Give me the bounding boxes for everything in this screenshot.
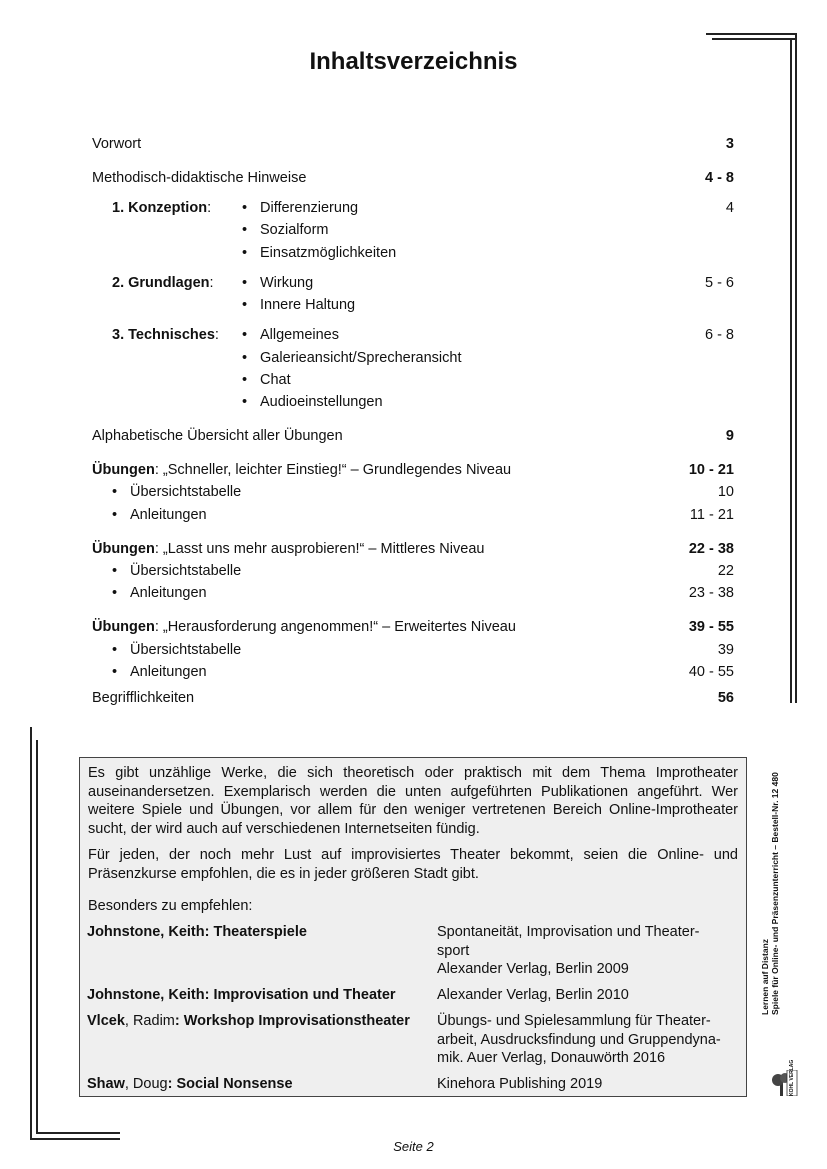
toc-page: 4 [725, 200, 734, 216]
toc-bullet: • Sozialform [242, 220, 329, 240]
publisher-name: KOHL VERLAG [789, 1059, 795, 1096]
toc-subhead-technisches: 3. Technisches: [112, 327, 219, 343]
corner-line-bottom-h2 [36, 1132, 120, 1134]
corner-line-top-h2 [712, 38, 796, 40]
toc-entry-alphabetisch [92, 426, 734, 446]
toc-entry-begriffe [92, 688, 734, 708]
toc-bullet: • Einsatzmöglichkeiten [242, 243, 396, 263]
book-author: Johnstone, Keith: Theaterspiele [87, 924, 307, 940]
toc-bullet: • Audioeinstellungen [242, 392, 383, 412]
book-author: Johnstone, Keith: Improvisation und Theater [87, 987, 396, 1003]
toc-label: : „Schneller, leichter Einstieg!“ – Grundlegendes Niveau [154, 462, 512, 478]
toc-entry-hinweise [92, 168, 734, 188]
toc-page: 11 - 21 [689, 507, 734, 523]
toc-page: 6 - 8 [704, 327, 734, 343]
corner-line-top-v2 [790, 38, 792, 703]
toc-label: : „Lasst uns mehr ausprobieren!“ – Mittleres Niveau [154, 541, 485, 557]
toc-entry-uebungen-3 [92, 617, 734, 637]
page-title: Inhaltsverzeichnis [309, 48, 518, 75]
toc-sub-item: • Anleitungen [112, 583, 207, 603]
toc-label: Methodisch-didaktische Hinweise [92, 170, 307, 186]
toc-label: Vorwort [92, 136, 142, 152]
toc-bullet: • Galerieansicht/Sprecheransicht [242, 348, 462, 368]
toc-label-bold: Übungen [92, 462, 155, 478]
toc-sub-item: • Anleitungen [112, 662, 207, 682]
book-desc: Kinehora Publishing 2019 [437, 1076, 603, 1092]
toc-sub-item: • Übersichtstabelle [112, 482, 241, 502]
corner-line-bottom-v1 [30, 727, 32, 1139]
box-paragraph-2: Für jeden, der noch mehr Lust auf improvisiertes Theater bekommt, seien die Online- und Präsenzkurse empfohlen, die es in jeder größeren Stadt gibt. [88, 847, 738, 882]
toc-bullet: • Allgemeines [242, 325, 339, 345]
toc-page: 5 - 6 [704, 275, 734, 291]
toc-entry-vorwort [92, 134, 734, 154]
corner-line-top-h1 [706, 33, 796, 35]
toc-page: 22 - 38 [688, 541, 734, 557]
toc-page: 39 [717, 642, 734, 658]
book-author: Vlcek, Radim: Workshop Improvisationstheater [87, 1013, 410, 1029]
toc-bullet: • Chat [242, 370, 291, 390]
toc-page: 22 [717, 563, 734, 579]
toc-bullet: • Differenzierung [242, 198, 358, 218]
toc-label-bold: Übungen [92, 619, 155, 635]
toc-subhead-konzeption: 1. Konzeption: [112, 200, 212, 216]
box-paragraph-3: Besonders zu empfehlen: [88, 898, 253, 914]
toc-label: : „Herausforderung angenommen!“ – Erweitertes Niveau [154, 619, 516, 635]
toc-sub-item: • Anleitungen [112, 505, 207, 525]
book-desc: Übungs- und Spielesammlung für Theater- arbeit, Ausdrucksfindung und Gruppendyna- mik. Auer Verlag, Donauwörth 2016 [437, 1013, 721, 1066]
toc-page: 4 - 8 [704, 170, 734, 186]
toc-page: 23 - 38 [688, 585, 734, 601]
toc-bullet: • Wirkung [242, 273, 313, 293]
toc-page: 3 [725, 136, 734, 152]
box-paragraph-1: Es gibt unzählige Werke, die sich theoretisch oder praktisch mit dem Thema Improtheater auseinandersetzen. Exemplarisch werden die unten aufgeführten Publikationen angeführt. Wer weitere Spiele und Übungen, vor allem für den weniger vertretenen Bereich Online-Improtheater sucht, der wird auch auf verschiedenen Internetseiten fündig. [88, 765, 738, 837]
book-desc: Spontaneität, Improvisation und Theater- sport Alexander Verlag, Berlin 2009 [437, 924, 700, 977]
toc-subhead-grundlagen: 2. Grundlagen: [112, 275, 214, 291]
tree-logo-icon [770, 1059, 800, 1096]
toc-page: 10 - 21 [688, 462, 734, 478]
toc-bullet: • Innere Haltung [242, 295, 355, 315]
toc-label-bold: Übungen [92, 541, 155, 557]
toc-label: Begrifflichkeiten [92, 690, 195, 706]
toc-page: 39 - 55 [688, 619, 734, 635]
toc-label: Alphabetische Übersicht aller Übungen [92, 428, 343, 444]
publisher-logo [770, 1059, 800, 1101]
book-author: Shaw, Doug: Social Nonsense [87, 1076, 293, 1092]
toc-entry-uebungen-2 [92, 539, 734, 559]
toc-sub-item: • Übersichtstabelle [112, 640, 241, 660]
toc-page: 56 [717, 690, 734, 706]
toc-page: 9 [725, 428, 734, 444]
toc-sub-item: • Übersichtstabelle [112, 561, 241, 581]
page-number: Seite 2 [393, 1139, 434, 1154]
side-label-line1: Lernen auf Distanz [760, 938, 770, 1015]
side-label-line2: Spiele für Online- und Präsenzunterricht – Bestell-Nr. 12 480 [770, 772, 780, 1015]
side-label [760, 715, 780, 1015]
corner-line-top-v1 [795, 33, 797, 703]
book-desc: Alexander Verlag, Berlin 2010 [437, 987, 629, 1003]
corner-line-bottom-v2 [36, 740, 38, 1133]
toc-page: 10 [717, 484, 734, 500]
toc-entry-uebungen-1 [92, 460, 734, 480]
toc-page: 40 - 55 [688, 664, 734, 680]
